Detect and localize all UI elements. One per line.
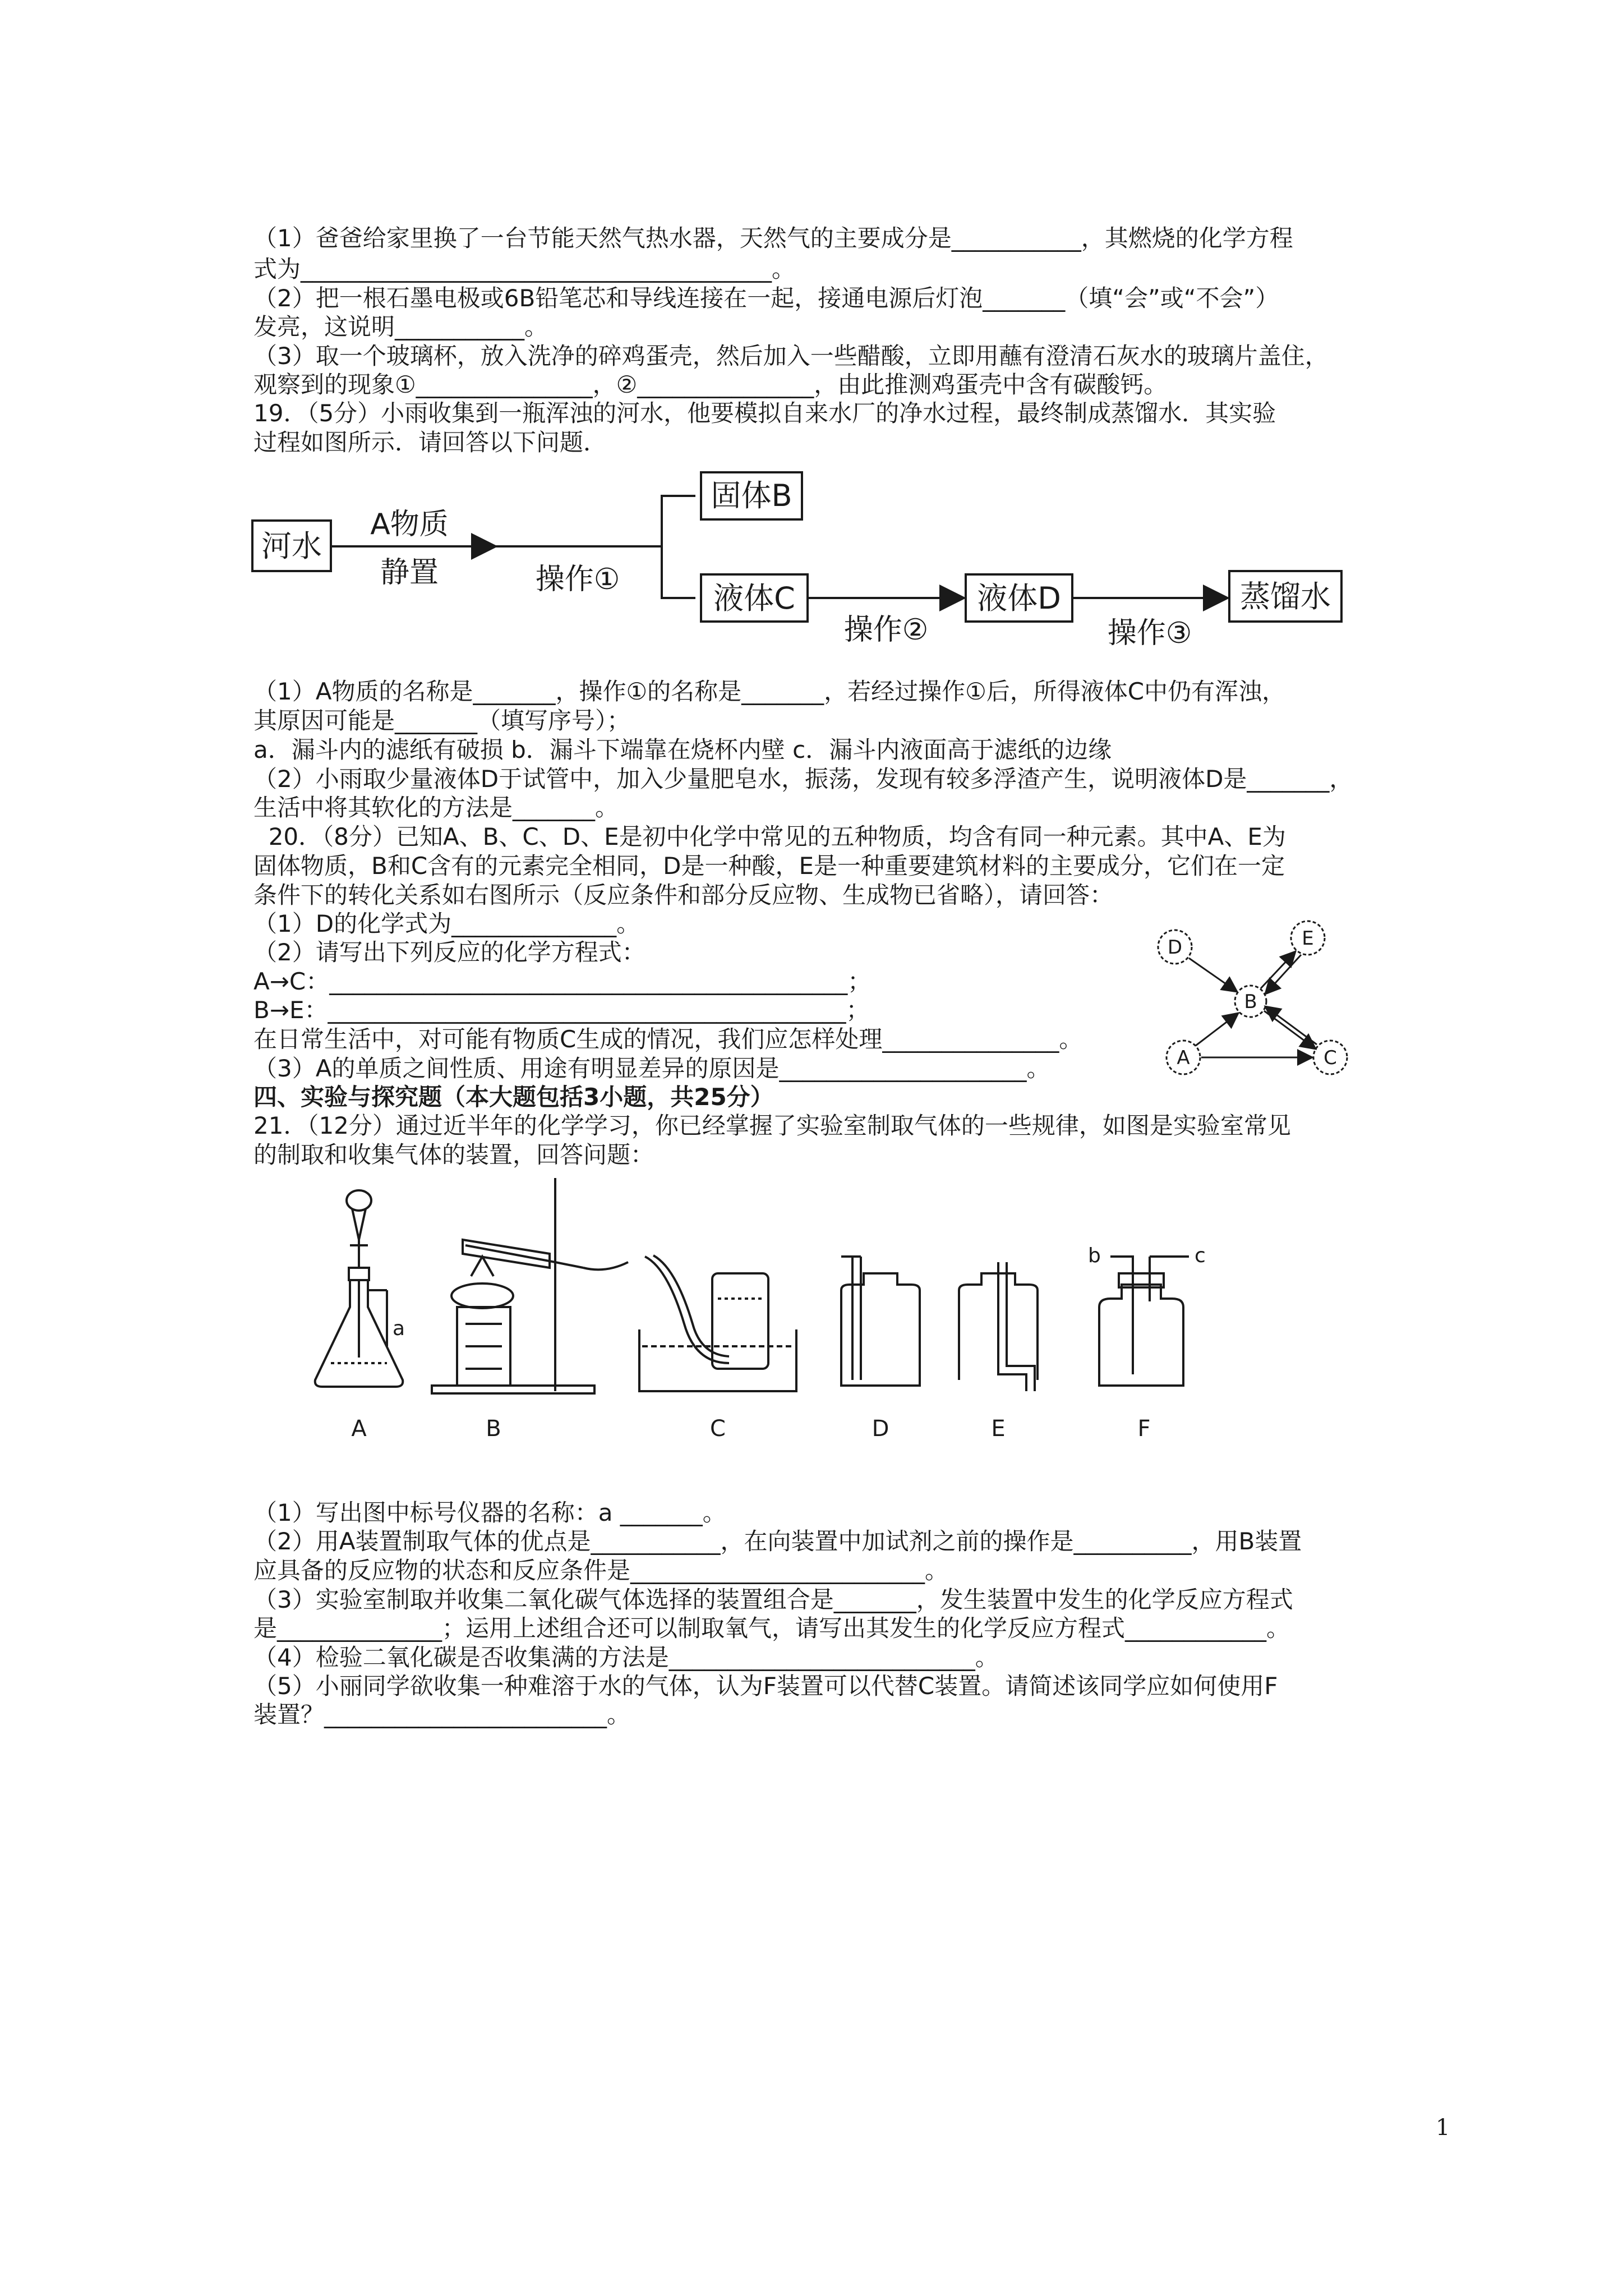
apparatus-e (959, 1262, 1038, 1391)
q20-line-3: 条件下的转化关系如右图所示（反应条件和部分反应物、生成物已省略），请回答： (253, 881, 1114, 909)
label-liquid-d: 液体D (977, 581, 1061, 616)
q18-line-3: （2）把一根石墨电极或6B铅笔芯和导线连接在一起，接通电源后灯泡_______（填“会”或“不会”） (253, 284, 1279, 312)
q18-line-6: 观察到的现象①_______________，②_______________，由此推测鸡蛋壳中含有碳酸钙。 (253, 371, 1168, 398)
conversion-relationship-diagram (1150, 920, 1363, 1083)
q21-line-2: 的制取和收集气体的装置，回答问题： (253, 1141, 654, 1168)
q20-line-9: （3）A的单质之间性质、用途有明显差异的原因是_____________________。 (253, 1055, 1050, 1082)
node-b-label: B (1244, 991, 1257, 1013)
node-c-label: C (1324, 1047, 1337, 1069)
label-solid-b: 固体B (711, 478, 792, 513)
apparatus-a-mark: a (393, 1317, 405, 1340)
q20-line-7: B→E：____________________________________________； (253, 996, 870, 1024)
apparatus-f-mark-c: c (1195, 1244, 1206, 1267)
q21-line-1: 21．（12分）通过近半年的化学学习，你已经掌握了实验室制取气体的一些规律，如图是实验室常见 (253, 1112, 1291, 1139)
q19-line-6: （2）小雨取少量液体D于试管中，加入少量肥皂水，振荡，发现有较多浮渣产生，说明液体D是_______， (253, 765, 1353, 793)
arrow-a-b (1196, 1013, 1238, 1046)
section-4-heading: 四、实验与探究题（本大题包括3小题，共25分） (253, 1083, 774, 1111)
apparatus-d (841, 1257, 920, 1386)
q19-line-3: （1）A物质的名称是_______，操作①的名称是_______，若经过操作①后，所得液体C中仍有浑浊， (253, 678, 1286, 705)
arrow-d-b (1189, 958, 1237, 992)
apparatus-c (639, 1255, 796, 1391)
node-a-label: A (1177, 1047, 1190, 1069)
page-number: 1 (1436, 2115, 1450, 2141)
q18-line-4: 发亮，这说明___________。 (253, 313, 548, 341)
arrow-b-e (1261, 951, 1295, 988)
apparatus-c-label: C (710, 1416, 726, 1442)
label-distilled-water: 蒸馏水 (1240, 579, 1331, 614)
apparatus-b (432, 1178, 628, 1393)
q20-line-5: （2）请写出下列反应的化学方程式： (253, 938, 645, 966)
q18-line-2: 式为________________________________________。 (253, 255, 796, 283)
arrow-e-b (1265, 955, 1301, 994)
q19-line-7: 生活中将其软化的方法是_______。 (253, 794, 619, 821)
water-purification-flowchart (247, 471, 1368, 662)
arrow-c-b (1265, 1006, 1317, 1045)
q21-line-10: 装置？________________________。 (253, 1701, 631, 1728)
apparatus-f (1099, 1257, 1189, 1386)
label-liquid-c: 液体C (713, 581, 795, 616)
label-operation-1: 操作① (535, 563, 620, 596)
q20-line-2: 固体物质，B和C含有的元素完全相同，D是一种酸，E是一种重要建筑材料的主要成分，它们在一定 (253, 852, 1285, 880)
q21-line-3: （1）写出图中标号仪器的名称：a _______。 (253, 1499, 726, 1526)
q18-line-1: （1）爸爸给家里换了一台节能天然气热水器，天然气的主要成分是___________，其燃烧的化学方程 (253, 224, 1293, 252)
apparatus-f-label: F (1137, 1416, 1151, 1442)
apparatus-d-label: D (872, 1416, 889, 1442)
label-a-substance: A物质 (370, 508, 449, 541)
q19-line-1: 19．（5分）小雨收集到一瓶浑浊的河水，他要模拟自来水厂的净水过程，最终制成蒸馏水．其实验 (253, 399, 1276, 427)
q19-line-2: 过程如图所示．请回答以下问题． (253, 429, 607, 456)
label-operation-3: 操作③ (1107, 616, 1192, 650)
apparatus-e-label: E (991, 1416, 1006, 1442)
branch-bracket (662, 496, 695, 598)
lab-apparatus-figure (303, 1178, 1312, 1458)
q19-line-4: 其原因可能是_______（填写序号）； (253, 707, 631, 734)
q21-line-6: （3）实验室制取并收集二氧化碳气体选择的装置组合是_______，发生装置中发生的化学反应方程式 (253, 1586, 1293, 1613)
node-d-label: D (1167, 936, 1183, 959)
q20-line-1: 20．（8分）已知A、B、C、D、E是初中化学中常见的五种物质，均含有同一种元素。其中A、E为 (253, 823, 1286, 850)
q20-line-6: A→C：____________________________________________； (253, 968, 872, 995)
apparatus-a (315, 1190, 403, 1387)
node-e-label: E (1302, 927, 1314, 950)
q18-line-5: （3）取一个玻璃杯，放入洗净的碎鸡蛋壳，然后加入一些醋酸，立即用蘸有澄清石灰水的玻璃片盖住， (253, 342, 1329, 370)
q21-line-9: （5）小丽同学欲收集一种难溶于水的气体，认为F装置可以代替C装置。请简述该同学应如何使用F (253, 1672, 1278, 1700)
apparatus-f-mark-b: b (1088, 1244, 1101, 1267)
apparatus-a-label: A (351, 1416, 367, 1442)
q19-line-5: a．漏斗内的滤纸有破损 b．漏斗下端靠在烧杯内壁 c．漏斗内液面高于滤纸的边缘 (253, 736, 1112, 763)
q21-line-5: 应具备的反应物的状态和反应条件是_________________________。 (253, 1557, 949, 1584)
q21-line-4: （2）用A装置制取气体的优点是___________，在向装置中加试剂之前的操作是__________，用B装置 (253, 1527, 1302, 1555)
arrow-b-c (1264, 1011, 1316, 1049)
q20-line-8: 在日常生活中，对可能有物质C生成的情况，我们应怎样处理_______________。 (253, 1025, 1083, 1053)
label-operation-2: 操作② (843, 613, 929, 647)
q21-line-7: 是______________；运用上述组合还可以制取氧气，请写出其发生的化学反应方程式____________。 (253, 1614, 1290, 1642)
label-settle: 静置 (380, 556, 439, 590)
label-river-water: 河水 (261, 528, 322, 564)
apparatus-b-label: B (486, 1416, 501, 1442)
q20-line-4: （1）D的化学式为______________。 (253, 910, 640, 937)
q21-line-8: （4）检验二氧化碳是否收集满的方法是__________________________。 (253, 1644, 999, 1671)
